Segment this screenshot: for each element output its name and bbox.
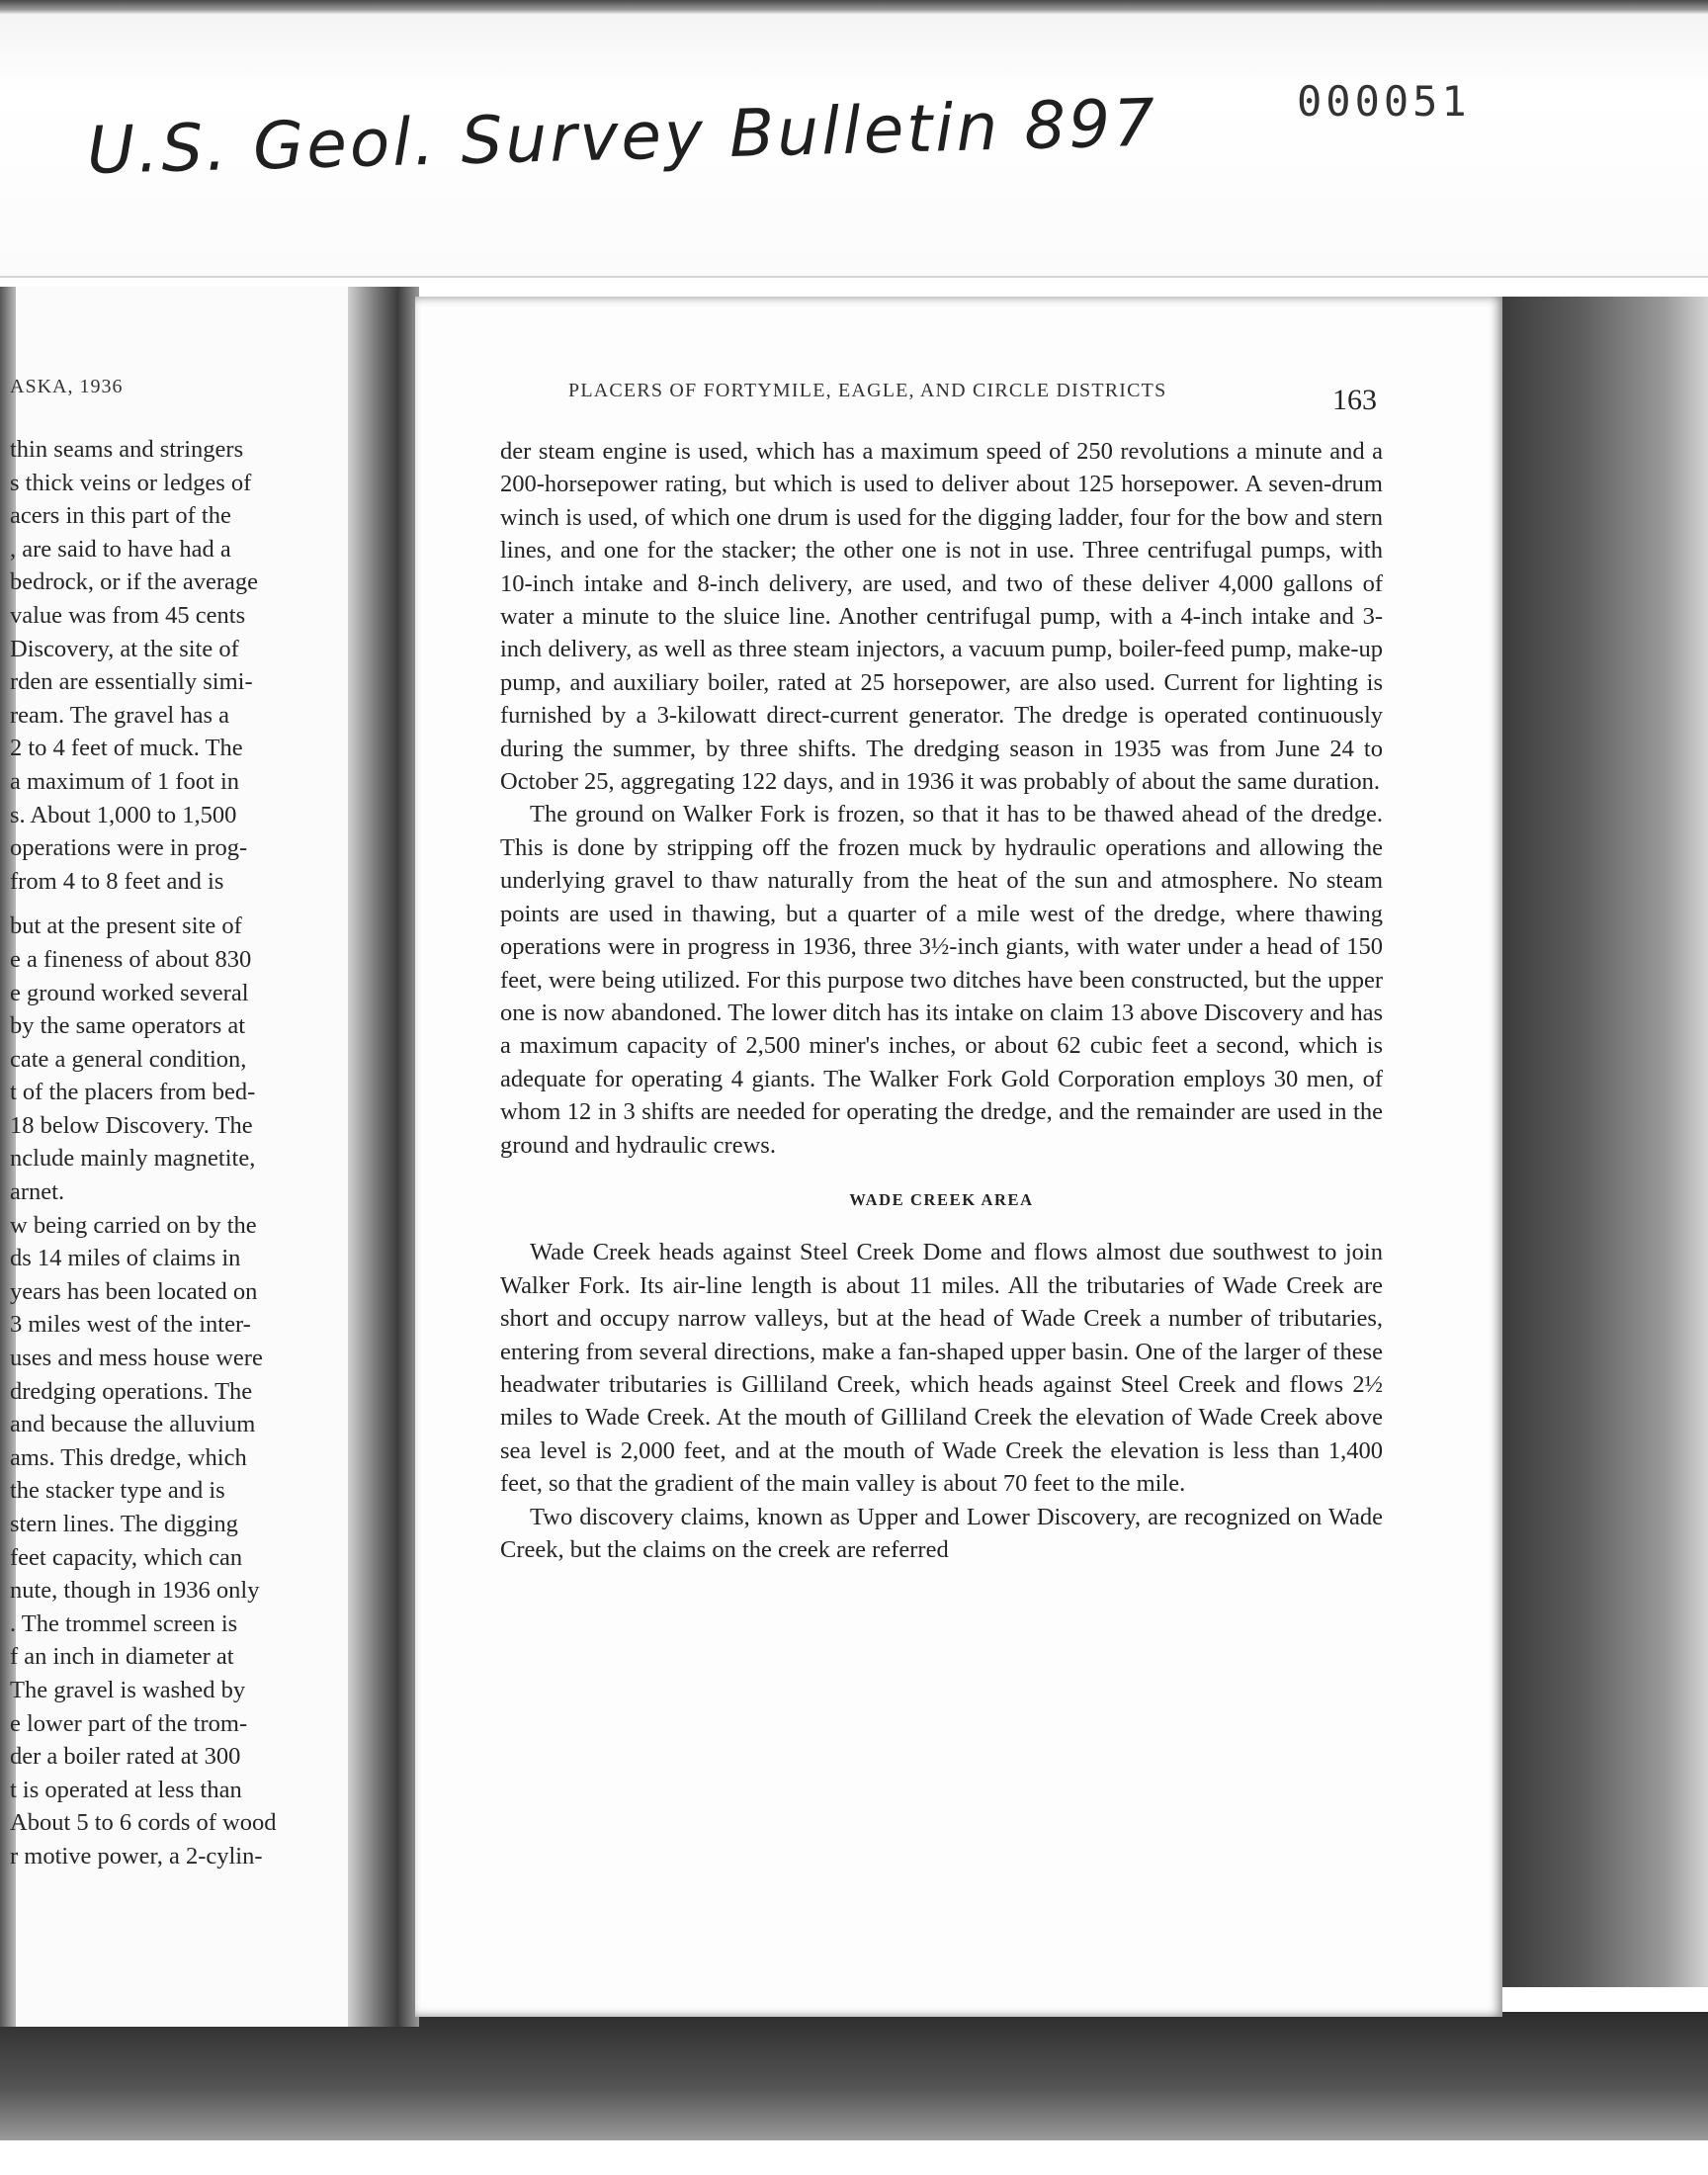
left-text-block-2 [10, 910, 336, 1872]
left-text-line: r motive power, a 2-cylin- [10, 1842, 263, 1870]
left-text-line: from 4 to 8 feet and is [10, 867, 224, 895]
scan-top-edge [0, 0, 1708, 14]
left-text-line: ds 14 miles of claims in [10, 1245, 241, 1272]
left-text-line: by the same operators at [10, 1012, 246, 1040]
paragraph-gap [10, 898, 336, 910]
left-text-line: . The trommel screen is [10, 1610, 238, 1637]
left-text-line: the stacker type and is [10, 1477, 225, 1505]
left-text-line: About 5 to 6 cords of wood [10, 1809, 277, 1837]
left-text-line: years has been located on [10, 1277, 258, 1305]
left-text-line: rden are essentially simi- [10, 668, 253, 696]
left-text-line: a maximum of 1 foot in [10, 767, 240, 795]
left-text-line: 3 miles west of the inter- [10, 1311, 251, 1339]
paragraph-1: der steam engine is used, which has a maximum speed of 250 revolutions a minute and a 200-horsepower rating, but which is used to deliver about 125 horsepower. A seven-drum winch is used, of which one drum is used for the digging ladder, four for the bow and stern lines, and one for the stacker; the other one is not in use. Three centrifugal pumps, with 10-inch intake and 8-inch delivery, are used, and two of these deliver 4,000 gallons of water a minute to the sluice line. Another centrifugal pump, with a 4-inch intake and 3-inch delivery, as well as three steam injectors, a vacuum pump, boiler-feed pump, make-up pump, and auxiliary boiler, rated at 25 horsepower, are also used. Current for lighting is furnished by a 3-kilowatt direct-current generator. The dredge is operated continuously during the summer, by three shifts. The dredging season in 1935 was from June 24 to October 25, aggregating 122 days, and in 1936 it was probably of about the same duration. [500, 438, 1383, 796]
left-text-line: w being carried on by the [10, 1211, 257, 1239]
left-text-line: thin seams and stringers [10, 436, 244, 463]
left-text-line: , are said to have had a [10, 535, 231, 563]
left-text-line: but at the present site of [10, 913, 242, 940]
left-text-line: The gravel is washed by [10, 1676, 246, 1703]
left-text-line: s. About 1,000 to 1,500 [10, 801, 237, 828]
main-page-text [500, 435, 1383, 1566]
left-text-line: bedrock, or if the average [10, 568, 258, 596]
left-running-head: ASKA, 1936 [10, 376, 124, 397]
bottom-shadow [0, 2012, 1708, 2140]
left-text-line: dredging operations. The [10, 1377, 253, 1405]
book-gutter [348, 287, 419, 2027]
left-text-line: operations were in prog- [10, 834, 248, 862]
left-text-line: ream. The gravel has a [10, 701, 229, 729]
left-text-line: acers in this part of the [10, 502, 231, 530]
left-text-line: nute, though in 1936 only [10, 1577, 260, 1605]
left-text-line: cate a general condition, [10, 1045, 247, 1073]
left-text-line: Discovery, at the site of [10, 635, 239, 662]
document-number: 000051 [1297, 77, 1471, 126]
left-text-line: uses and mess house were [10, 1345, 263, 1372]
running-head: PLACERS OF FORTYMILE, EAGLE, AND CIRCLE DISTRICTS [568, 380, 1167, 401]
paragraph-3: Wade Creek heads against Steel Creek Dome and flows almost due southwest to join Walker Fork. Its air-line length is about 11 miles. All the tributaries of Wade Creek are short and occupy narrow valleys, but at the head of Wade Creek a number of tributaries, entering from several directions, make a fan-shaped upper basin. One of the larger of these headwater tributaries is Gilliland Creek, which heads against Steel Creek and flows 2½ miles to Wade Creek. At the mouth of Gilliland Creek the elevation of Wade Creek above sea level is 2,000 feet, and at the mouth of Wade Creek the elevation is less than 1,400 feet, so that the gradient of the main valley is about 70 feet to the mile. [500, 1239, 1383, 1498]
page-number: 163 [1332, 384, 1377, 416]
section-heading: WADE CREEK AREA [849, 1189, 1034, 1209]
left-text-line: arnet. [10, 1178, 65, 1206]
left-text-line: stern lines. The digging [10, 1511, 238, 1537]
left-text-line: e ground worked several [10, 979, 249, 1006]
left-text-line: ams. This dredge, which [10, 1443, 247, 1471]
left-text-line: nclude mainly magnetite, [10, 1145, 256, 1173]
paragraph-2: The ground on Walker Fork is frozen, so that it has to be thawed ahead of the dredge. This is done by stripping off the frozen muck by hydraulic operations and allowing the underlying gravel to thaw naturally from the heat of the sun and atmosphere. No steam points are used in thawing, but a quarter of a mile west of the dredge, where thawing operations were in progress in 1936, three 3½-inch giants, with water under a head of 150 feet, were being utilized. For this purpose two ditches have been constructed, but the upper one is now abandoned. The lower ditch has its intake on claim 13 above Discovery and has a maximum capacity of 2,500 miner's inches, or about 62 cubic feet a second, which is adequate for operating 4 giants. The Walker Fork Gold Corporation employs 30 men, of whom 12 in 3 shifts are needed for operating the dredge, and the remainder are used in the ground and hydraulic crews. [500, 801, 1383, 1159]
right-shadow [1497, 297, 1708, 1987]
left-text-line: s thick veins or ledges of [10, 469, 252, 496]
left-text-line: e a fineness of about 830 [10, 945, 252, 973]
left-text-line: 18 below Discovery. The [10, 1111, 253, 1139]
left-text-line: value was from 45 cents [10, 601, 246, 629]
left-text-line: f an inch in diameter at [10, 1643, 234, 1671]
label-card [0, 14, 1708, 278]
left-page-text [10, 433, 336, 1873]
handwritten-label: U.S. Geol. Survey Bulletin 897 [85, 84, 1159, 189]
left-text-line: 2 to 4 feet of muck. The [10, 735, 243, 762]
left-text-line: feet capacity, which can [10, 1543, 243, 1571]
left-text-line: der a boiler rated at 300 [10, 1743, 241, 1771]
paragraph-4: Two discovery claims, known as Upper and Lower Discovery, are recognized on Wade Creek, but the claims on the creek are referred [500, 1503, 1383, 1563]
left-text-line: and because the alluvium [10, 1411, 256, 1438]
left-text-block-1 [10, 433, 336, 898]
left-text-line: e lower part of the trom- [10, 1709, 248, 1737]
left-text-line: t is operated at less than [10, 1776, 242, 1803]
left-text-line: t of the placers from bed- [10, 1079, 256, 1106]
